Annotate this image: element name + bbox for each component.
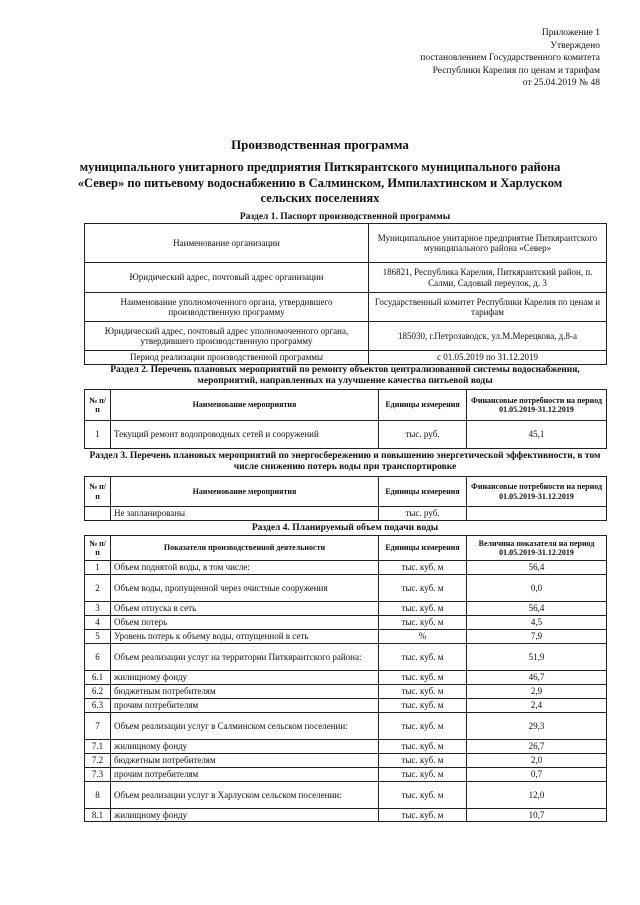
row-num: 6.2 (85, 685, 111, 699)
row-value: 4,5 (467, 616, 607, 630)
table-row (85, 322, 607, 351)
row-unit: тыс. куб. м (379, 575, 467, 602)
row-name: прочим потребителям (111, 768, 379, 782)
row-num: 6.1 (85, 671, 111, 685)
section-2-title: Раздел 2. Перечень плановых мероприятий по ремонту объектов централизованной системы водоснабжения, мероприятий, направленных на улучшение качества питьевой воды (110, 365, 580, 386)
row-unit: тыс. куб. м (379, 644, 467, 671)
row-value: 2,0 (467, 754, 607, 768)
row-name: Объем поднятой воды, в том числе: (111, 561, 379, 575)
table-row (85, 507, 607, 521)
row-unit: тыс. куб. м (379, 616, 467, 630)
row-num: 3 (85, 602, 111, 616)
approval-line-3: от 25.04.2019 № 48 (522, 78, 600, 89)
row-unit: % (379, 630, 467, 644)
table-row (85, 602, 607, 616)
row-name: бюджетным потребителям (111, 685, 379, 699)
table-row (85, 224, 607, 263)
table-row (85, 809, 607, 822)
col-name-header: Показатели производственной деятельности (111, 536, 379, 561)
section-4-title: Раздел 4. Планируемый объем подачи воды (251, 523, 439, 533)
row-value: 56,4 (467, 561, 607, 575)
col-unit-header: Единицы измерения (379, 477, 467, 507)
passport-label: Юридический адрес, почтовый адрес уполномоченного органа, утвердившего производственную программу (85, 322, 369, 351)
passport-label: Наименование уполномоченного органа, утвердившего производственную программу (85, 293, 369, 322)
row-num: 5 (85, 630, 111, 644)
approval-line-2: Республики Карелия по ценам и тарифам (432, 65, 600, 76)
passport-label: Период реализации производственной программы (85, 351, 369, 365)
row-value: 0,0 (467, 575, 607, 602)
subtitle-line-2: «Север» по питьевому водоснабжению в Салминском, Импилахтинском и Харлуском (77, 175, 563, 190)
table-row (85, 754, 607, 768)
row-num: 2 (85, 575, 111, 602)
row-name: Объем воды, пропущенной через очистные сооружения (111, 575, 379, 602)
row-name: Объем потерь (111, 616, 379, 630)
passport-table (84, 223, 607, 365)
table-header-row (85, 536, 607, 561)
col-value-header: Финансовые потребности на период 01.05.2019-31.12.2019 (467, 477, 607, 507)
passport-value: Муниципальное унитарное предприятие Питкярантского муниципального района «Север» (369, 224, 607, 263)
approved-label: Утверждено (550, 40, 600, 51)
row-unit: тыс. куб. м (379, 782, 467, 809)
row-unit: тыс. куб. м (379, 685, 467, 699)
row-num: 7 (85, 713, 111, 740)
passport-value: Государственный комитет Республики Карелия по ценам и тарифам (369, 293, 607, 322)
passport-value: 185030, г.Петрозаводск, ул.М.Мерецкова, д.8-а (369, 322, 607, 351)
row-value: 7,9 (467, 630, 607, 644)
table-row (85, 768, 607, 782)
row-unit: тыс. куб. м (379, 561, 467, 575)
document-title: Производственная программа (231, 137, 409, 152)
document-subtitle (70, 160, 570, 207)
table-row (85, 671, 607, 685)
row-name: Объем отпуска в сеть (111, 602, 379, 616)
row-name: жилищному фонду (111, 671, 379, 685)
row-unit: тыс. куб. м (379, 699, 467, 713)
table-row (85, 351, 607, 365)
row-value: 51,9 (467, 644, 607, 671)
row-value: 45,1 (467, 421, 607, 449)
row-name: бюджетным потребителям (111, 754, 379, 768)
col-value-header: Финансовые потребности на период 01.05.2019-31.12.2019 (467, 390, 607, 421)
approval-header (420, 27, 600, 90)
row-value: 26,7 (467, 740, 607, 754)
row-num: 4 (85, 616, 111, 630)
col-num-header: № п/п (85, 477, 111, 507)
row-name: Не запланированы (111, 507, 379, 521)
row-num: 6.3 (85, 699, 111, 713)
col-name-header: Наименование мероприятия (111, 390, 379, 421)
row-num: 8.1 (85, 809, 111, 822)
row-name: жилищному фонду (111, 809, 379, 822)
table-row (85, 616, 607, 630)
repair-measures-table (84, 389, 607, 449)
appendix-label: Приложение 1 (541, 28, 600, 38)
row-num (85, 507, 111, 521)
table-row (85, 561, 607, 575)
row-value: 2,9 (467, 685, 607, 699)
table-row (85, 685, 607, 699)
col-unit-header: Единицы измерения (379, 536, 467, 561)
table-row (85, 575, 607, 602)
passport-label: Юридический адрес, почтовый адрес организации (85, 263, 369, 293)
table-row (85, 263, 607, 293)
row-name: жилищному фонду (111, 740, 379, 754)
row-unit: тыс. куб. м (379, 768, 467, 782)
row-num: 7.3 (85, 768, 111, 782)
row-name: Объем реализации услуг в Харлуском сельском поселении: (111, 782, 379, 809)
row-value: 0,7 (467, 768, 607, 782)
passport-value: 186821, Республика Карелия, Питкярантский район, п. Салми, Садовый переулок, д. 3 (369, 263, 607, 293)
row-unit: тыс. руб. (379, 507, 467, 521)
row-name: Объем реализации услуг на территории Питкярантского района: (111, 644, 379, 671)
row-name: Уровень потерь к объему воды, отпущенной в сеть (111, 630, 379, 644)
section-3-title: Раздел 3. Перечень плановых мероприятий по энергосбережению и повышению энергетической эффективности, в том числе снижению потерь воды при транспортировке (89, 451, 601, 472)
table-header-row (85, 390, 607, 421)
col-name-header: Наименование мероприятия (111, 477, 379, 507)
row-unit: тыс. куб. м (379, 602, 467, 616)
table-row (85, 740, 607, 754)
row-num: 8 (85, 782, 111, 809)
table-header-row (85, 477, 607, 507)
row-unit: тыс. куб. м (379, 809, 467, 822)
subtitle-line-3: сельских поселениях (260, 191, 380, 205)
row-num: 1 (85, 561, 111, 575)
row-num: 7.2 (85, 754, 111, 768)
row-num: 1 (85, 421, 111, 449)
energy-measures-table (84, 476, 607, 521)
table-row (85, 421, 607, 449)
table-row (85, 644, 607, 671)
table-row (85, 713, 607, 740)
row-value: 2,4 (467, 699, 607, 713)
row-value (467, 507, 607, 521)
col-value-header: Величина показателя на период 01.05.2019-31.12.2019 (467, 536, 607, 561)
row-name: Текущий ремонт водопроводных сетей и сооружений (111, 421, 379, 449)
row-value: 12,0 (467, 782, 607, 809)
row-num: 6 (85, 644, 111, 671)
row-unit: тыс. куб. м (379, 740, 467, 754)
passport-value: с 01.05.2019 по 31.12.2019 (369, 351, 607, 365)
row-num: 7.1 (85, 740, 111, 754)
row-value: 29,3 (467, 713, 607, 740)
water-supply-table (84, 535, 607, 822)
col-num-header: № п/п (85, 390, 111, 421)
col-num-header: № п/п (85, 536, 111, 561)
approval-line-1: постановлением Государственного комитета (420, 53, 600, 64)
subtitle-line-1: муниципального унитарного предприятия Питкярантского муниципального района (79, 160, 561, 174)
table-row (85, 293, 607, 322)
row-unit: тыс. куб. м (379, 754, 467, 768)
row-name: прочим потребителям (111, 699, 379, 713)
table-row (85, 699, 607, 713)
section-1-title: Раздел 1. Паспорт производственной программы (239, 212, 451, 222)
row-unit: тыс. куб. м (379, 713, 467, 740)
row-value: 56,4 (467, 602, 607, 616)
table-row (85, 782, 607, 809)
row-name: Объем реализации услуг в Салминском сельском поселении: (111, 713, 379, 740)
passport-label: Наименование организации (85, 224, 369, 263)
row-unit: тыс. руб. (379, 421, 467, 449)
row-value: 46,7 (467, 671, 607, 685)
row-value: 10,7 (467, 809, 607, 822)
table-row (85, 630, 607, 644)
col-unit-header: Единицы измерения (379, 390, 467, 421)
row-unit: тыс. куб. м (379, 671, 467, 685)
